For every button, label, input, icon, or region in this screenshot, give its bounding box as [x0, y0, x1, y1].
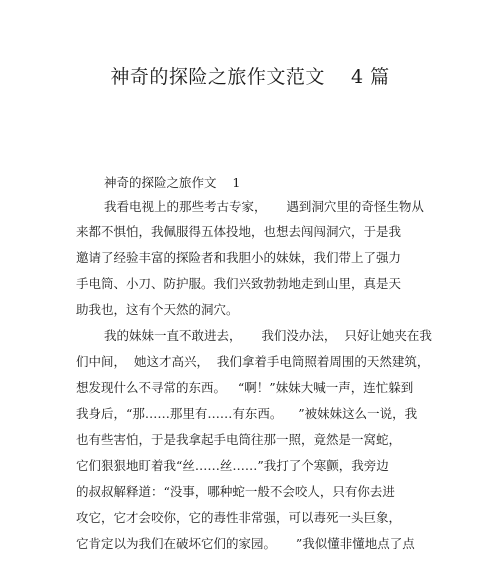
paragraph-line: 我身后，“那……那里有……有东西。 ”被妹妹这么一说，我	[76, 406, 418, 421]
paragraph-line: 也有些害怕，于是我拿起手电筒往那一照，竟然是一窝蛇，	[76, 432, 402, 447]
paragraph-line: 助我也，这有个天然的洞穴。	[76, 302, 239, 317]
paragraph-line: 它肯定以为我们在破坏它们的家园。 ”我似懂非懂地点了点	[76, 536, 415, 551]
paragraph-line: 手电筒、小刀、防护服。我们兴致勃勃地走到山里，真是天	[76, 276, 402, 291]
paragraph-line: 邀请了经验丰富的探险者和我胆小的妹妹，我们带上了强力	[76, 250, 402, 265]
paragraph-line: 想发现什么不寻常的东西。 “啊！”妹妹大喊一声，连忙躲到	[76, 380, 414, 395]
paragraph-line: 的叔叔解释道：“没事，哪种蛇一般不会咬人，只有你去进	[76, 484, 395, 499]
document-title: 神奇的探险之旅作文范文 4 篇	[110, 66, 390, 88]
paragraph-line: 来都不惧怕，我佩服得五体投地，也想去闯闯洞穴，于是我	[76, 224, 402, 239]
paragraph-line: 它们狠狠地盯着我“丝……丝……”我打了个寒颤，我旁边	[76, 458, 389, 473]
paragraph-line: 们中间， 她这才高兴， 我们拿着手电筒照着周围的天然建筑，	[76, 354, 430, 369]
paragraph-line: 我看电视上的那些考古专家， 遇到洞穴里的奇怪生物从	[104, 199, 424, 214]
paragraph-line: 我的妹妹一直不敢进去， 我们没办法， 只好让她夹在我	[104, 328, 432, 343]
paragraph-line: 攻它，它才会咬你，它的毒性非常强，可以毒死一头巨象，	[76, 510, 402, 525]
section-heading: 神奇的探险之旅作文 1	[104, 175, 241, 190]
